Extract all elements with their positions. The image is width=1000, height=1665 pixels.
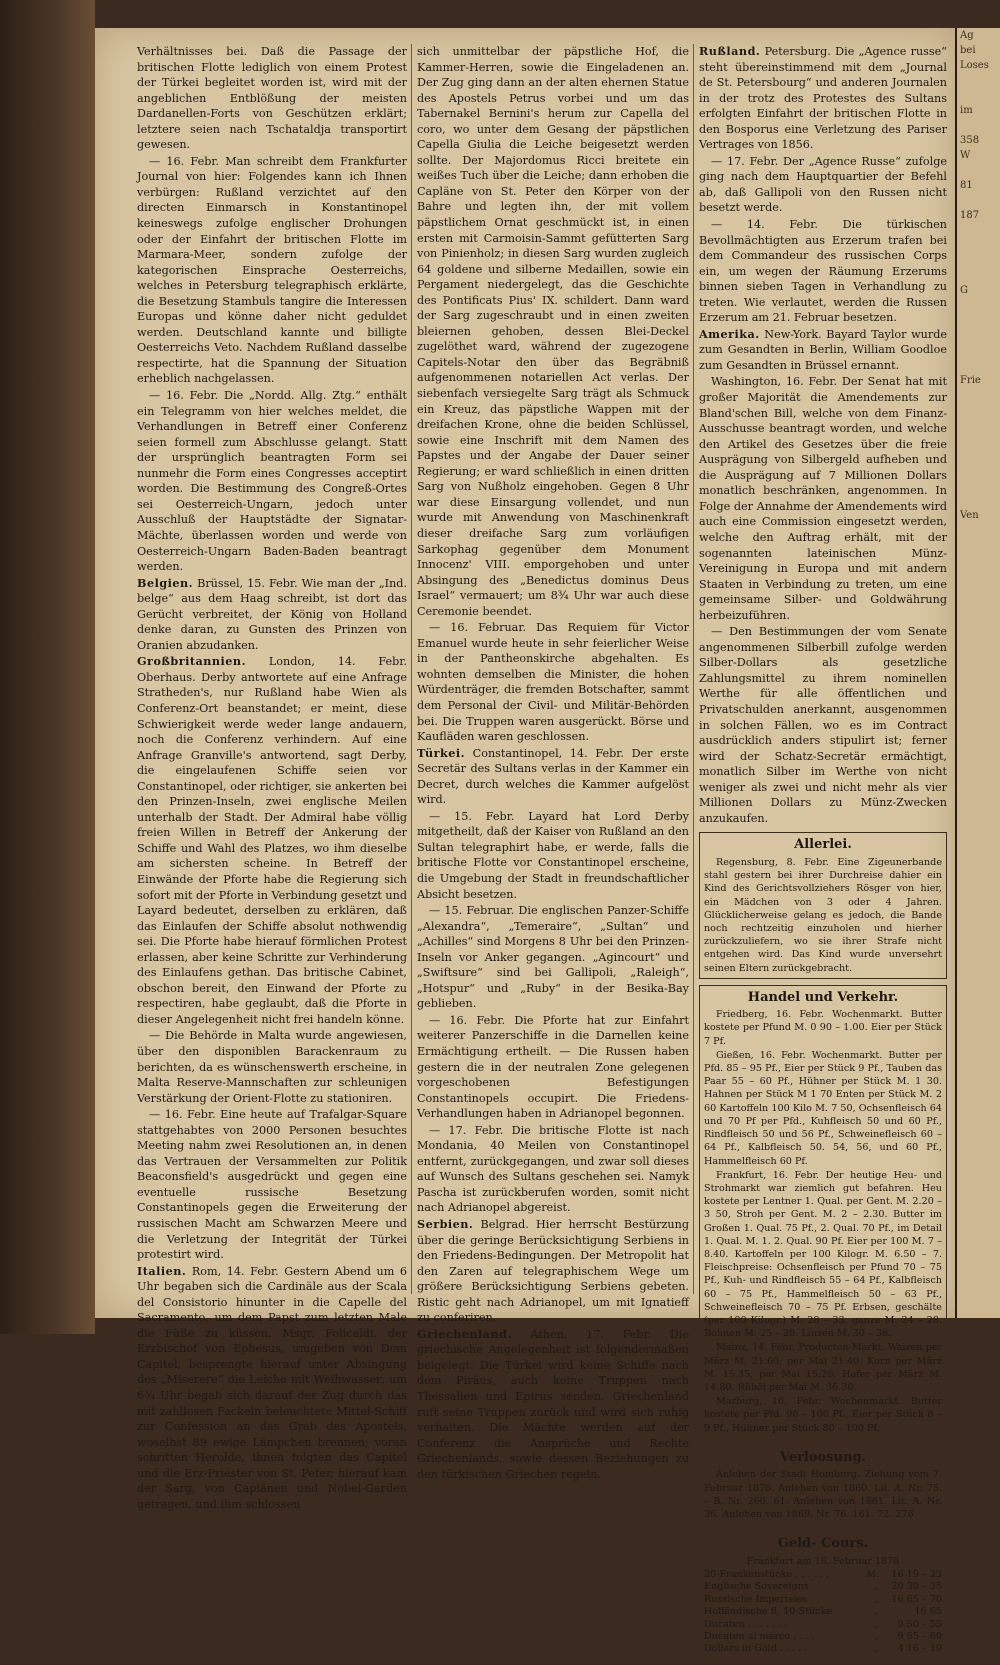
handel-box <box>699 985 947 1439</box>
table-row <box>704 1581 942 1593</box>
allerlei-box <box>699 832 947 978</box>
section-heading: Großbritannien. <box>137 654 246 669</box>
column-2 <box>417 44 689 1483</box>
column-3 <box>699 44 947 1665</box>
news-item-belgien <box>137 576 407 654</box>
news-item-amerika <box>699 327 947 374</box>
newspaper-page <box>95 28 955 1655</box>
rate-unit: „ <box>874 1581 880 1593</box>
box-title: Handel und Verkehr. <box>747 989 899 1005</box>
table-row <box>704 1594 942 1606</box>
paragraph: New-York. Bayard Taylor wurde zum Gesandten in Berlin, William Goodloe zum Gesandten in Brüssel ernannt. <box>699 327 947 372</box>
rate-value: 16 65 <box>914 1606 942 1618</box>
edge-fragment <box>957 238 1000 253</box>
rate-label: 20-Frankenstücke . . . . . . <box>704 1568 829 1580</box>
edge-fragment <box>957 328 1000 343</box>
edge-fragment <box>957 388 1000 403</box>
paragraph: Verhältnisses bei. Daß die Passage der britischen Flotte lediglich von einem Protest der Türkei begleitet worden ist, wird mit der angeblichen Entblößung der meisten Dardanellen-Forts von Geschützen erklärt; letztere seien nach Tschataldja transportirt gewesen. <box>137 45 407 152</box>
rate-label: Englische Sovereigns <box>704 1581 809 1593</box>
paragraph: Anlehen der Stadt Homburg. Ziehung vom 7. Februar 1878. Anlehen von 1860. Lit. A. Nr. 75. – B. Nr. 260. 61. Anlehen von 1861. Lit. A. Nr. 36. Anlehen von 1869. Nr. 76. 161. 72. 276. <box>704 1469 942 1520</box>
rate-label: Ducaten al marco . . . . <box>704 1630 815 1642</box>
box-title: Verloosung. <box>779 1449 867 1465</box>
rate-value: 16 19 – 23 <box>891 1568 942 1580</box>
section-heading: Rußland. <box>699 44 761 58</box>
rate-value: 9 55 – 60 <box>897 1630 942 1642</box>
book-binding <box>0 0 95 1334</box>
edge-fragment <box>957 493 1000 508</box>
paragraph: — Die Behörde in Malta wurde angewiesen, über den disponiblen Barackenraum zu berichten, da es wünschenswerth erscheine, in Malta Reserve-Mannschaften zur schleunigen Verstärkung der Orient-Flotte zu stationiren. <box>137 1029 407 1105</box>
news-item-serbien <box>417 1217 689 1326</box>
paragraph: Regensburg, 8. Febr. Eine Zigeunerbande stahl gestern bei ihrer Durchreise dahier ein Kind des Gerichtsvollziehers Rösger von hier, ein Mädchen von 3 oder 4 Jahren. Glücklicherweise gelang es jedoch, die Bande noch rechtzeitig einzuholen und hierher zurückzuliefern, wo sie ihrer Strafe nicht entgehen wird. Das Kind wurde unversehrt seinen Eltern zurückgebracht. <box>704 856 942 974</box>
paragraph: London, 14. Febr. Oberhaus. Derby antwortete auf eine Anfrage Stratheden's, nur Rußland habe Wien als Conferenz-Ort beanstandet; er meint, diese Schwierigkeit werde weder lange andauern, noch die Conferenz verhindern. Auf eine Anfrage Granville's antwortend, sagt Derby, die eingelaufenen Schiffe seien vor Constantinopel, oder richtiger, sie ankerten bei den Prinzen-Inseln, zwei englische Meilen unterhalb der Stadt. Der Admiral habe völlig freien Willen in Betreff der Ankerung der Schiffe und Wahl des Platzes, wo ihm dieselbe am sichersten scheine. In Betreff der Einwände der Pforte habe die Regierung sich sofort mit der Pforte in Verbindung gesetzt und Layard bedeutet, derselben zu erklären, daß das Einlaufen der Schiffe absolut nothwendig sei. Die Pforte habe hierauf förmlichen Protest erlassen, aber keine Schritte zur Verhinderung des Einlaufens gethan. Das britische Cabinet, obschon bereit, den Einwand der Pforte zu respectiren, habe geglaubt, daß die Pforte in dieser Angelegenheit nicht frei handeln könne. <box>137 655 407 1026</box>
section-heading: Belgien. <box>137 575 194 590</box>
paragraph: — 16. Febr. Man schreibt dem Frankfurter Journal von hier: Folgendes kann ich Ihnen verbürgen: Rußland verzichtet auf den directen Einmarsch in Konstantinopel keineswegs zufolge englischer Drohungen oder der Einfahrt der britischen Flotte im Marmara-Meer, sondern zufolge der kategorischen Einsprache Oesterreichs, welches in Petersburg telegraphisch erklärte, die Besetzung Stambuls tangire die Interessen Europas und könne daher nicht geduldet werden. Deutschland kannte und billigte Oesterreichs Veto. Nachdem Rußland dasselbe respectirte, hat die Spannung der Situation erheblich nachgelassen. <box>137 154 407 386</box>
edge-fragment <box>957 163 1000 178</box>
paragraph: Rom, 14. Febr. Gestern Abend um 6 Uhr begaben sich die Cardinäle aus der Scala del Consistorio hinunter in die Capelle del Sacramento, um dem Papst zum letzten Male die Füße zu küssen. Msgr. Folicaldi, der Erzbischof von Ephesus, umgeben von Dom Capitel, besprengte hierauf unter Absingung des „Miserere“ die Leiche mit Weihwasser; um 6¾ Uhr begab sich darauf der Zug durch das mit zahllosen Fackeln beleuchtete Mittel-Schiff zur Confession an das Grab des Apostels, woselbst 89 ewige Lämpchen brennen; voran schritten Herolde, ihnen folgten das Capitel und die Erz-Priester von St. Peter, hierauf kam der Sarg, von Caplänen und Nobel-Garden getragen, und ihm schlossen <box>137 1264 408 1511</box>
rate-value: 4 16 – 19 <box>897 1643 942 1655</box>
paragraph: Petersburg. Die „Agence russe“ steht übereinstimmend mit dem „Journal de St. Petersbourg“ und anderen Journalen in der trotz des Protestes des Sultans erfolgten Einfahrt der britischen Flotte in den Bosporus eine Verletzung des Pariser Vertrages von 1856. <box>699 45 947 152</box>
rate-label: Russische Imperiales <box>704 1593 808 1605</box>
edge-fragment: G <box>960 285 968 296</box>
rate-unit: „ <box>874 1618 880 1630</box>
paragraph: Belgrad. Hier herrscht Bestürzung über die geringe Berücksichtigung Serbiens in den Friedens-Bedingungen. Der Metropolit hat den Zaren auf telegraphischem Wege um größere Berücksichtigung Serbiens gebeten. Ristic geht nach Adrianopel, um mit Ignatieff zu conferiren. <box>417 1218 689 1325</box>
paragraph: Gießen, 16. Febr. Wochenmarkt. Butter per Pfd. 85 – 95 Pf., Eier per Stück 9 Pf., Tauben das Paar 55 – 60 Pf., Hühner per Stück M. 1 30. Hahnen per Stück M 1 70 Enten per Stück M. 2 60 Kartoffeln 100 Kilo M. 7 50, Ochsenfleisch 64 und 70 Pf per Pfd., Kuhfleisch 50 und 60 Pf., Rindfleisch 50 und 56 Pf., Schweinefleisch 60 – 64 Pf., Kalbfleisch 50. 54, 56, und 60 Pf., Hammelfleisch 60 Pf. <box>704 1049 942 1167</box>
exchange-rates-table <box>704 1569 942 1656</box>
rate-unit: M. <box>866 1568 880 1580</box>
edge-fragment <box>957 193 1000 208</box>
paragraph: — 15. Februar. Die englischen Panzer-Schiffe „Alexandra“, „Temeraire“, „Sultan“ und „Achilles“ sind Morgens 8 Uhr bei den Prinzen-Inseln vor Anker gegangen. „Agincourt“ und „Swiftsure“ sind bei Gallipoli, „Raleigh“, „Hotspur“ und „Ruby“ in der Besika-Bay geblieben. <box>417 904 689 1011</box>
edge-fragment <box>957 223 1000 238</box>
table-row <box>704 1619 942 1631</box>
edge-fragment <box>957 463 1000 478</box>
edge-fragment <box>957 418 1000 433</box>
edge-fragment <box>957 73 1000 88</box>
paragraph: — 15. Febr. Layard hat Lord Derby mitgetheilt, daß der Kaiser von Rußland an den Sultan telegraphirt habe, er werde, falls die britische Flotte vor Constantinopel erscheine, die Umgebung der Stadt in freundschaftlicher Absicht besetzen. <box>417 809 689 901</box>
paragraph: — 16. Febr. Die Pforte hat zur Einfahrt weiterer Panzerschiffe in die Darnellen keine Ermächtigung ertheilt. — Die Russen haben gestern die in der neutralen Zone gelegenen vorgeschobenen Befestigungen Constantinopels occupirt. Die Friedens-Verhandlungen haben in Adrianopel begonnen. <box>417 1013 689 1121</box>
edge-fragment <box>957 433 1000 448</box>
paragraph: — 17. Febr. Der „Agence Russe“ zufolge ging nach dem Hauptquartier der Befehl ab, daß Gallipoli von den Russen nicht besetzt werde. <box>699 154 947 215</box>
paragraph: Mainz, 14. Febr. Producten-Markt. Waizen per März M. 21.60, per Mai 21.40. Korn per März M. 15.35, per Mai 15.20. Hafer per März M. 14.80. Rüböl per Mai M. 36.30. <box>704 1342 942 1393</box>
section-heading: Türkei. <box>417 745 466 760</box>
edge-fragment: 81 <box>960 180 973 191</box>
paragraph: — Den Bestimmungen der vom Senate angenommenen Silberbill zufolge werden Silber-Dollars als gesetzliche Zahlungsmittel zu ihrem nominellen Werthe für alle öffentlichen und Privatschulden anerkannt, ausgenommen in solchen Fällen, wo es im Contract ausdrücklich anders stipulirt ist; ferner wird der Schatz-Secretär ermächtigt, monatlich Silber im Werthe von nicht weniger als zwei und nicht mehr als vier Millionen Dollars zu Münz-Zwecken anzukaufen. <box>699 625 947 825</box>
news-item-italien <box>137 1264 407 1513</box>
paragraph: — 16. Febr. Die „Nordd. Allg. Ztg.“ enthält ein Telegramm von hier welches meldet, die Verhandlungen in Betreff einer Conferenz seien formell zum Abschlusse gelangt. Statt der ursprünglich beantragten Form sei nunmehr die Form eines Congresses acceptirt worden. Die Bestimmung des Congreß-Ortes sei Oesterreich-Ungarn, jedoch unter Ausschluß der Hauptstädte der Signatar-Mächte, überlassen worden und werde von Oesterreich-Ungarn Baden-Baden beantragt werden. <box>137 389 407 574</box>
edge-fragment <box>957 358 1000 373</box>
edge-fragment <box>957 88 1000 103</box>
rate-label: Ducaten . . . . . . . <box>704 1618 788 1630</box>
paragraph: Washington, 16. Febr. Der Senat hat mit großer Majorität die Amendements zur Bland'schen Bill, welche von dem Finanz-Ausschusse beantragt worden, und welche den Artikel des Gesetzes über die freie Ausprägung von Silbergeld aufheben und die Ausprägung auf 7 Millionen Dollars monatlich beschränken, angenommen. In Folge der Annahme der Amendements wird auch eine Commission eingesetzt werden, welche den Auftrag erhält, mit der sogenannten lateinischen Münz-Vereinigung in Europa und mit andern Staaten in Verbindung zu treten, um eine gemeinsame Silber- und Goldwährung herbeizuführen. <box>699 375 947 622</box>
rate-label: Holländische fl. 10-Stücke <box>704 1606 833 1618</box>
paragraph: Brüssel, 15. Febr. Wie man der „Ind. belge“ aus dem Haag schreibt, ist dort das Gerücht verbreitet, der König von Holland denke daran, zu Gunsten des Prinzen von Oranien abzudanken. <box>137 576 407 652</box>
edge-fragment <box>957 118 1000 133</box>
edge-fragment <box>957 253 1000 268</box>
edge-fragment: im <box>960 105 973 116</box>
adjacent-page-edge <box>955 28 1000 1318</box>
column-rule <box>693 44 694 1294</box>
rate-unit: „ <box>874 1606 880 1618</box>
verloosung-box <box>699 1445 947 1525</box>
news-item-grossbritannien <box>137 654 407 1027</box>
edge-fragment: Frie <box>960 375 981 386</box>
rate-value: 16 65 – 70 <box>891 1593 942 1605</box>
section-heading: Amerika. <box>699 326 760 341</box>
column-rule <box>411 44 412 1294</box>
table-row <box>704 1631 942 1643</box>
paragraph: Friedberg, 16. Febr. Wochenmarkt. Butter kostete per Pfund M. 0 90 – 1.00. Eier per Stück 7 Pf. <box>704 1009 942 1047</box>
paragraph: Frankfurt, 16. Febr. Der heutige Heu- und Strohmarkt war ziemlich gut befahren. Heu kostete per Lentner 1. Qual. per Gent. M. 2.20 – 3 50, Stroh per Gent. M. 2 – 2.30. Butter im Großen 1. Qual. 75 Pf., 2. Qual. 70 Pf., im Detail 1. Qual. M. 1. 2. Qual. 90 Pf. Eier per 100 M. 7 – 8.40. Kartoffeln per 100 Kilogr. M. 6.50 – 7. Fleischpreise: Ochsenfleisch per Pfund 70 – 75 Pf., Kuh- und Rindfleisch 55 – 64 Pf., Kalbfleisch 60 – 75 Pf., Hammelfleisch 50 – 63 Pf., Schweinefleisch 70 – 75 Pf. Erbsen, geschälte (per 100 Kilogr.) M. 28 – 33, ganze M. 24 – 28. Bohnen M. 25 – 28. Linsen M. 30 – 38. <box>704 1169 942 1340</box>
rate-label: Dollars in Gold . . . . . <box>704 1643 808 1655</box>
edge-fragment <box>957 478 1000 493</box>
news-item-griechenland <box>417 1327 689 1482</box>
column-1 <box>137 44 407 1513</box>
geld-cours-box <box>699 1531 947 1659</box>
section-heading: Griechenland. <box>417 1326 512 1341</box>
edge-fragment <box>957 313 1000 328</box>
paragraph: Athen, 17. Febr. Die griechische Angelegenheit ist folgendermaßen beigelegt: Die Türkei wird keine Schiffe nach dem Piräus, auch keine Truppen nach Thessalien und Epirus senden. Griechenland ruft seine Truppen zurück und wird sich ruhig verhalten. Die Mächte werden auf der Conferenz die Ansprüche und Rechte Griechenlands, sowie dessen Beziehungen zu den türkischen Griechen regeln. <box>417 1327 690 1481</box>
table-row <box>704 1569 942 1581</box>
rate-unit: „ <box>874 1630 880 1642</box>
edge-fragment: 358 <box>960 135 980 146</box>
paragraph: Constantinopel, 14. Febr. Der erste Secretär des Sultans verlas in der Kammer ein Decret, durch welches die Kammer aufgelöst wird. <box>417 746 689 807</box>
paragraph: sich unmittelbar der päpstliche Hof, die Kammer-Herren, sowie die Eingeladenen an. Der Zug ging dann an der alten ehernen Statue des Apostels Petrus vorbei und um das Tabernakel Bernini's herum zur Capella del coro, wo unter dem Gesang der päpstlichen Capella Giulia die Leiche beigesetzt werden sollte. Der Majordomus Ricci breitete ein weißes Tuch über die Leiche; dann erhoben die Capläne von St. Peter den Körper von der Bahre und legten ihn, der mit vollem päpstlichem Ornat geschmückt ist, in einen ersten mit Carmoisin-Sammt gefütterten Sarg von Pinienholz; in diesen Sarg wurden zugleich 64 goldene und silberne Medaillen, sowie ein Pergament niedergelegt, das die Geschichte des Pontificats Pius' IX. schildert. Dann ward der Sarg zugeschraubt und in einen zweiten bleiernen gehoben, dessen Blei-Deckel zugelöthet ward, während der zugezogene Capitels-Notar den über das Begräbniß aufgenommenen notariellen Act verlas. Der siebenfach versiegelte Sarg trägt als Schmuck ein Kreuz, das päpstliche Wappen mit der dreifachen Krone, ohne die beiden Schlüssel, sowie eine Inschrift mit dem Namen des Papstes und der Angabe der Dauer seiner Regierung; er ward schließlich in einen dritten Sarg von Nußholz eingehoben. Gegen 8 Uhr war diese Einsargung vollendet, und nun wurde mit Anwendung von Maschinenkraft dieser dreifache Sarg zum vorläufigen Sarkophag gegenüber dem Monument Innocenz' VIII. emporgehoben und unter Absingung des „Benedictus dominus Deus Israel“ vermauert; um 8¾ Uhr war auch diese Ceremonie beendet. <box>417 45 689 618</box>
section-heading: Italien. <box>137 1263 187 1278</box>
edge-fragment: 187 <box>960 210 980 221</box>
edge-fragment <box>957 298 1000 313</box>
paragraph: — 16. Februar. Das Requiem für Victor Emanuel wurde heute in sehr feierlicher Weise in der Pantheonskirche abgehalten. Es wohnten demselben die Minister, die hohen Würdenträger, die fremden Botschafter, sammt dem Personal der Civil- und Militär-Behörden bei. Die Truppen waren ausgerückt. Börse und Kaufläden waren geschlossen. <box>417 621 689 744</box>
box-title: Geld- Cours. <box>777 1536 869 1552</box>
edge-fragment <box>957 403 1000 418</box>
paragraph: — 14. Febr. Die türkischen Bevollmächtigten aus Erzerum trafen bei dem Commandeur des russischen Corps ein, um wegen der Räumung Erzerums binnen sieben Tagen in Verhandlung zu treten. Wie verlautet, werden die Russen Erzerum am 21. Februar besetzen. <box>699 218 947 325</box>
rate-value: 9 50 – 55 <box>897 1618 942 1630</box>
edge-fragment: Ven <box>960 510 979 521</box>
edge-fragment <box>957 448 1000 463</box>
cours-date: Frankfurt am 16. Februar 1878 <box>746 1555 900 1567</box>
paragraph: Marburg, 16. Febr. Wochenmarkt. Butter kostete per Pfd. 90 – 100 Pf., Eier per Stück 8 – 9 Pf., Hühner per Stück 80 – 100 Pf. <box>704 1396 942 1434</box>
table-row <box>704 1606 942 1618</box>
edge-fragment: Ag <box>960 30 974 41</box>
rate-unit: „ <box>874 1643 880 1655</box>
news-item-russland <box>699 44 947 153</box>
section-heading: Serbien. <box>417 1217 474 1232</box>
table-row <box>704 1643 942 1655</box>
edge-fragment: bei <box>960 45 976 56</box>
edge-fragment: Loses <box>960 60 989 71</box>
paragraph: — 17. Febr. Die britische Flotte ist nach Mondania, 40 Meilen von Constantinopel entfernt, zurückgegangen, und zwar soll dieses auf Wunsch des Sultans geschehen sei. Namyk Pascha ist zurückberufen worden, somit nicht nach Adrianopel abgereist. <box>417 1123 689 1215</box>
news-item-tuerkei <box>417 746 689 808</box>
box-title: Allerlei. <box>794 837 852 853</box>
edge-fragment <box>957 268 1000 283</box>
edge-fragment <box>957 343 1000 358</box>
edge-fragment: W <box>960 150 971 161</box>
rate-value: 20 30 – 35 <box>891 1581 942 1593</box>
paragraph: — 16. Febr. Eine heute auf Trafalgar-Square stattgehabtes von 2000 Personen besuchtes Meeting nahm zwei Resolutionen an, in denen das Vertrauen der Versammelten zur Politik Beaconsfield's ausgedrückt und gegen eine eventuelle russische Besetzung Constantinopels gegen die Erweiterung der russischen Macht am Schwarzen Meere und die Verletzung der Integrität der Türkei protestirt wird. <box>137 1108 407 1262</box>
rate-unit: „ <box>874 1593 880 1605</box>
